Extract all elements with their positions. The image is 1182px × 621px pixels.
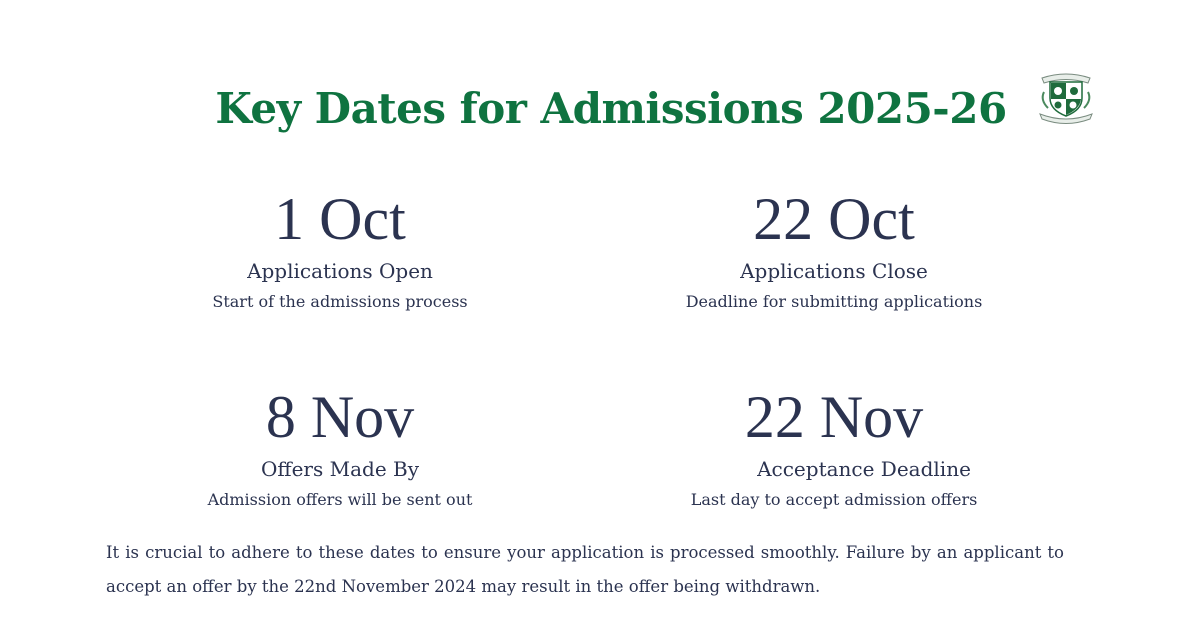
page-title: Key Dates for Admissions 2025-26	[215, 84, 1007, 133]
key-date-card	[80, 186, 600, 313]
date-value: 1 Oct	[274, 186, 406, 252]
admissions-note: It is crucial to adhere to these dates to ensure your application is processed smoothly. Failure by an applicant to accept an offer by the 22nd November 2024 may result in the offer being withdrawn.	[106, 543, 1064, 596]
date-label: Applications Close	[740, 259, 928, 283]
key-date-card	[574, 384, 1094, 511]
date-label: Applications Open	[247, 259, 433, 283]
school-crest-icon	[1036, 68, 1096, 126]
date-description: Start of the admissions process	[212, 292, 468, 311]
date-description: Deadline for submitting applications	[685, 292, 983, 311]
date-value: 22 Nov	[744, 384, 924, 450]
date-value: 8 Nov	[265, 384, 415, 450]
key-date-card	[574, 186, 1094, 313]
date-description: Last day to accept admission offers	[690, 490, 978, 509]
date-description: Admission offers will be sent out	[207, 490, 473, 509]
key-date-card	[80, 384, 600, 511]
date-value: 22 Oct	[753, 186, 915, 252]
date-label: Offers Made By	[260, 457, 420, 481]
date-label: Acceptance Deadline	[757, 457, 971, 481]
